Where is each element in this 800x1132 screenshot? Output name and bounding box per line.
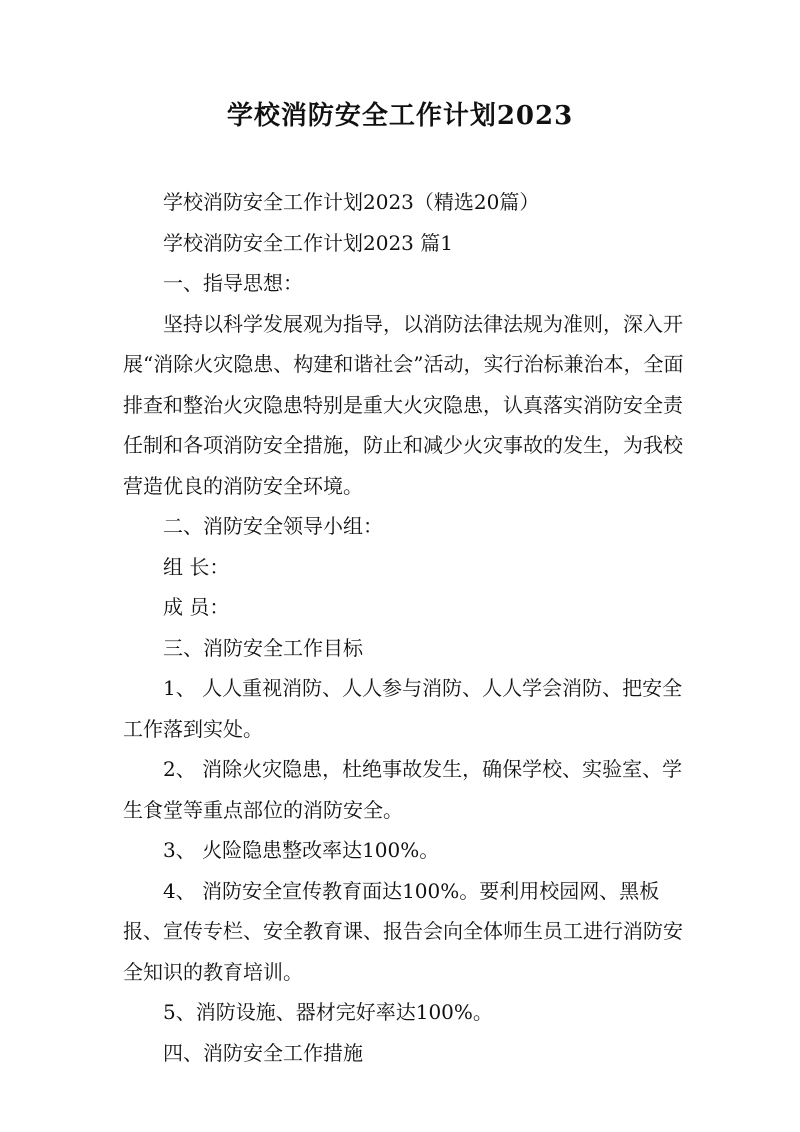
section-heading-paragraph: 学校消防安全工作计划2023 篇1 — [163, 230, 453, 255]
work-measures-heading: 四、消防安全工作措施 — [163, 1040, 363, 1065]
goal-item-2: 2、 消除火灾隐患，杜绝事故发生，确保学校、实验室、学生食堂等重点部位的消防安全。 — [123, 757, 683, 822]
document-title: 学校消防安全工作计划2023 — [226, 101, 574, 131]
goal-item-1: 1、 人人重视消防、人人参与消防、人人学会消防、把安全工作落到实处。 — [123, 676, 683, 741]
group-members-line: 成 员： — [163, 595, 230, 619]
goal-item-4: 4、 消防安全宣传教育面达100%。要利用校园网、黑板报、宣传专栏、安全教育课、报告会向全体师生员工进行消防安全知识的教育培训。 — [123, 878, 683, 984]
subtitle-paragraph: 学校消防安全工作计划2023（精选20篇） — [163, 190, 540, 214]
guiding-ideology-heading: 一、指导思想： — [163, 271, 303, 295]
group-leader-line: 组 长： — [163, 554, 230, 579]
document-body — [123, 182, 685, 1073]
goal-item-5: 5、消防设施、器材完好率达100%。 — [163, 1000, 493, 1024]
leadership-group-heading: 二、消防安全领导小组： — [163, 514, 383, 538]
guiding-ideology-text: 坚持以科学发展观为指导，以消防法律法规为准则，深入开展“消除火灾隐患、构建和谐社会”活动，实行治标兼治本，全面排查和整治火灾隐患特别是重大火灾隐患，认真落实消防安全责任制和各项消防安全措施，防止和减少火灾事故的发生，为我校营造优良的消防安全环境。 — [123, 311, 684, 498]
work-goals-heading: 三、消防安全工作目标 — [163, 635, 363, 660]
goal-item-3: 3、 火险隐患整改率达100%。 — [163, 838, 440, 862]
